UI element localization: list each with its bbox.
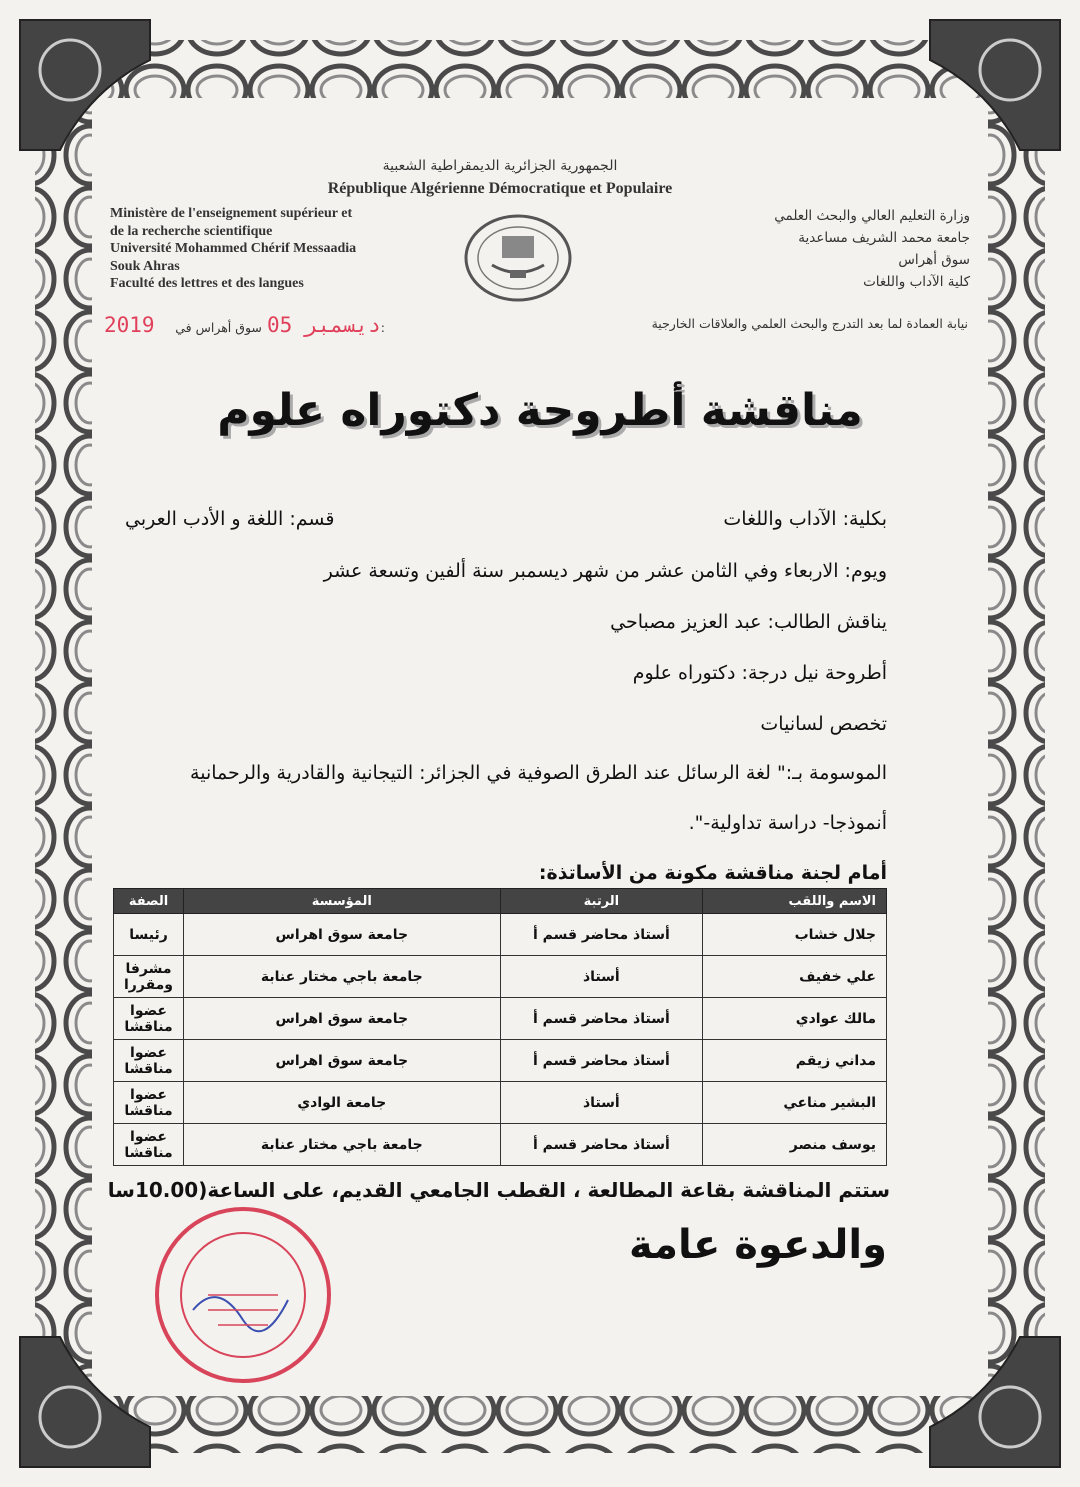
cell-name: مالك عوادي <box>703 998 887 1040</box>
cell-name: علي خفيف <box>703 956 887 998</box>
table-row <box>114 1082 887 1124</box>
university-logo <box>462 210 574 305</box>
col-header-role: الصفة <box>114 889 184 914</box>
thesis-title-line-2: أنموذجا- دراسة تداولية-". <box>688 812 887 834</box>
specialty-line: تخصص لسانيات <box>760 713 887 735</box>
table-row <box>114 998 887 1040</box>
cell-rank: أستاذ <box>500 956 703 998</box>
committee-intro: أمام لجنة مناقشة مكونة من الأساتذة: <box>538 862 887 884</box>
table-row <box>114 1124 887 1166</box>
cell-role: عضوا مناقشا <box>114 1040 184 1082</box>
date-label: سوق أهراس في: <box>175 320 386 335</box>
cell-rank: أستاذ <box>500 1082 703 1124</box>
table-row <box>114 956 887 998</box>
cell-role: عضوا مناقشا <box>114 1082 184 1124</box>
ar-line: جامعة محمد الشريف مساعدية <box>798 230 970 246</box>
committee-table <box>113 888 887 1166</box>
date-text-line: ويوم: الاربعاء وفي الثامن عشر من شهر ديسمبر سنة ألفين وتسعة عشر <box>323 560 887 582</box>
cell-institution: جامعة سوق اهراس <box>184 1040 501 1082</box>
cell-role: عضوا مناقشا <box>114 1124 184 1166</box>
col-header-rank: الرتبة <box>500 889 703 914</box>
date-stamp: 2019 ديسمبر 05 <box>104 313 381 337</box>
col-header-institution: المؤسسة <box>184 889 501 914</box>
cell-institution: جامعة الوادي <box>184 1082 501 1124</box>
cell-rank: أستاذ محاضر قسم أ <box>500 914 703 956</box>
fr-line: Faculté des lettres et des langues <box>110 276 304 291</box>
cell-institution: جامعة سوق اهراس <box>184 998 501 1040</box>
cell-role: عضوا مناقشا <box>114 998 184 1040</box>
department-line: قسم: اللغة و الأدب العربي <box>125 508 335 530</box>
cell-role: مشرفا ومقررا <box>114 956 184 998</box>
table-row <box>114 1040 887 1082</box>
fr-line: Université Mohammed Chérif Messaadia <box>110 241 357 256</box>
venue-time-line: ستتم المناقشة بقاعة المطالعة ، القطب الجامعي القديم، على الساعة(10.00سا <box>107 1178 890 1202</box>
cell-rank: أستاذ محاضر قسم أ <box>500 998 703 1040</box>
fr-line: Ministère de l'enseignement supérieur et <box>110 206 353 221</box>
ar-line: كلية الآداب واللغات <box>863 274 970 290</box>
cell-name: مداني زيقم <box>703 1040 887 1082</box>
col-header-name: الاسم واللقب <box>703 889 887 914</box>
student-line: يناقش الطالب: عبد العزيز مصباحي <box>610 611 887 633</box>
faculty-line: بكلية: الآداب واللغات <box>723 508 887 530</box>
cell-name: جلال خشاب <box>703 914 887 956</box>
degree-line: أطروحة نيل درجة: دكتوراه علوم <box>632 662 887 684</box>
header-french <box>110 205 450 293</box>
fr-line: Souk Ahras <box>110 258 180 274</box>
cell-rank: أستاذ محاضر قسم أ <box>500 1040 703 1082</box>
cell-name: البشير مناعي <box>703 1082 887 1124</box>
header-arabic <box>670 205 970 293</box>
cell-rank: أستاذ محاضر قسم أ <box>500 1124 703 1166</box>
invitation-text: والدعوة عامة <box>628 1222 887 1268</box>
cell-role: رئيسا <box>114 914 184 956</box>
date-line <box>104 313 385 337</box>
ar-line: سوق أهراس <box>898 252 970 268</box>
official-seal <box>148 1200 338 1390</box>
table-row <box>114 914 887 956</box>
republic-fr: République Algérienne Démocratique et Populaire <box>327 180 673 197</box>
republic-header <box>270 158 730 198</box>
cell-name: يوسف منصر <box>703 1124 887 1166</box>
cell-institution: جامعة باجي مختار عنابة <box>184 1124 501 1166</box>
ar-line: وزارة التعليم العالي والبحث العلمي <box>774 208 970 224</box>
cell-institution: جامعة سوق اهراس <box>184 914 501 956</box>
republic-ar: الجمهورية الجزائرية الديمقراطية الشعبية <box>382 158 618 174</box>
cell-institution: جامعة باجي مختار عنابة <box>184 956 501 998</box>
fr-line: de la recherche scientifique <box>110 223 273 239</box>
thesis-title-line-1: الموسومة بـ:" لغة الرسائل عند الطرق الصوفية في الجزائر: التيجانية والقادرية والرحمانية <box>190 762 887 784</box>
vice-deanship: نيابة العمادة لما بعد التدرج والبحث العلمي والعلاقات الخارجية <box>651 316 968 331</box>
table-header-row <box>114 889 887 914</box>
page-title: مناقشة أطروحة دكتوراه علوم <box>217 385 863 436</box>
